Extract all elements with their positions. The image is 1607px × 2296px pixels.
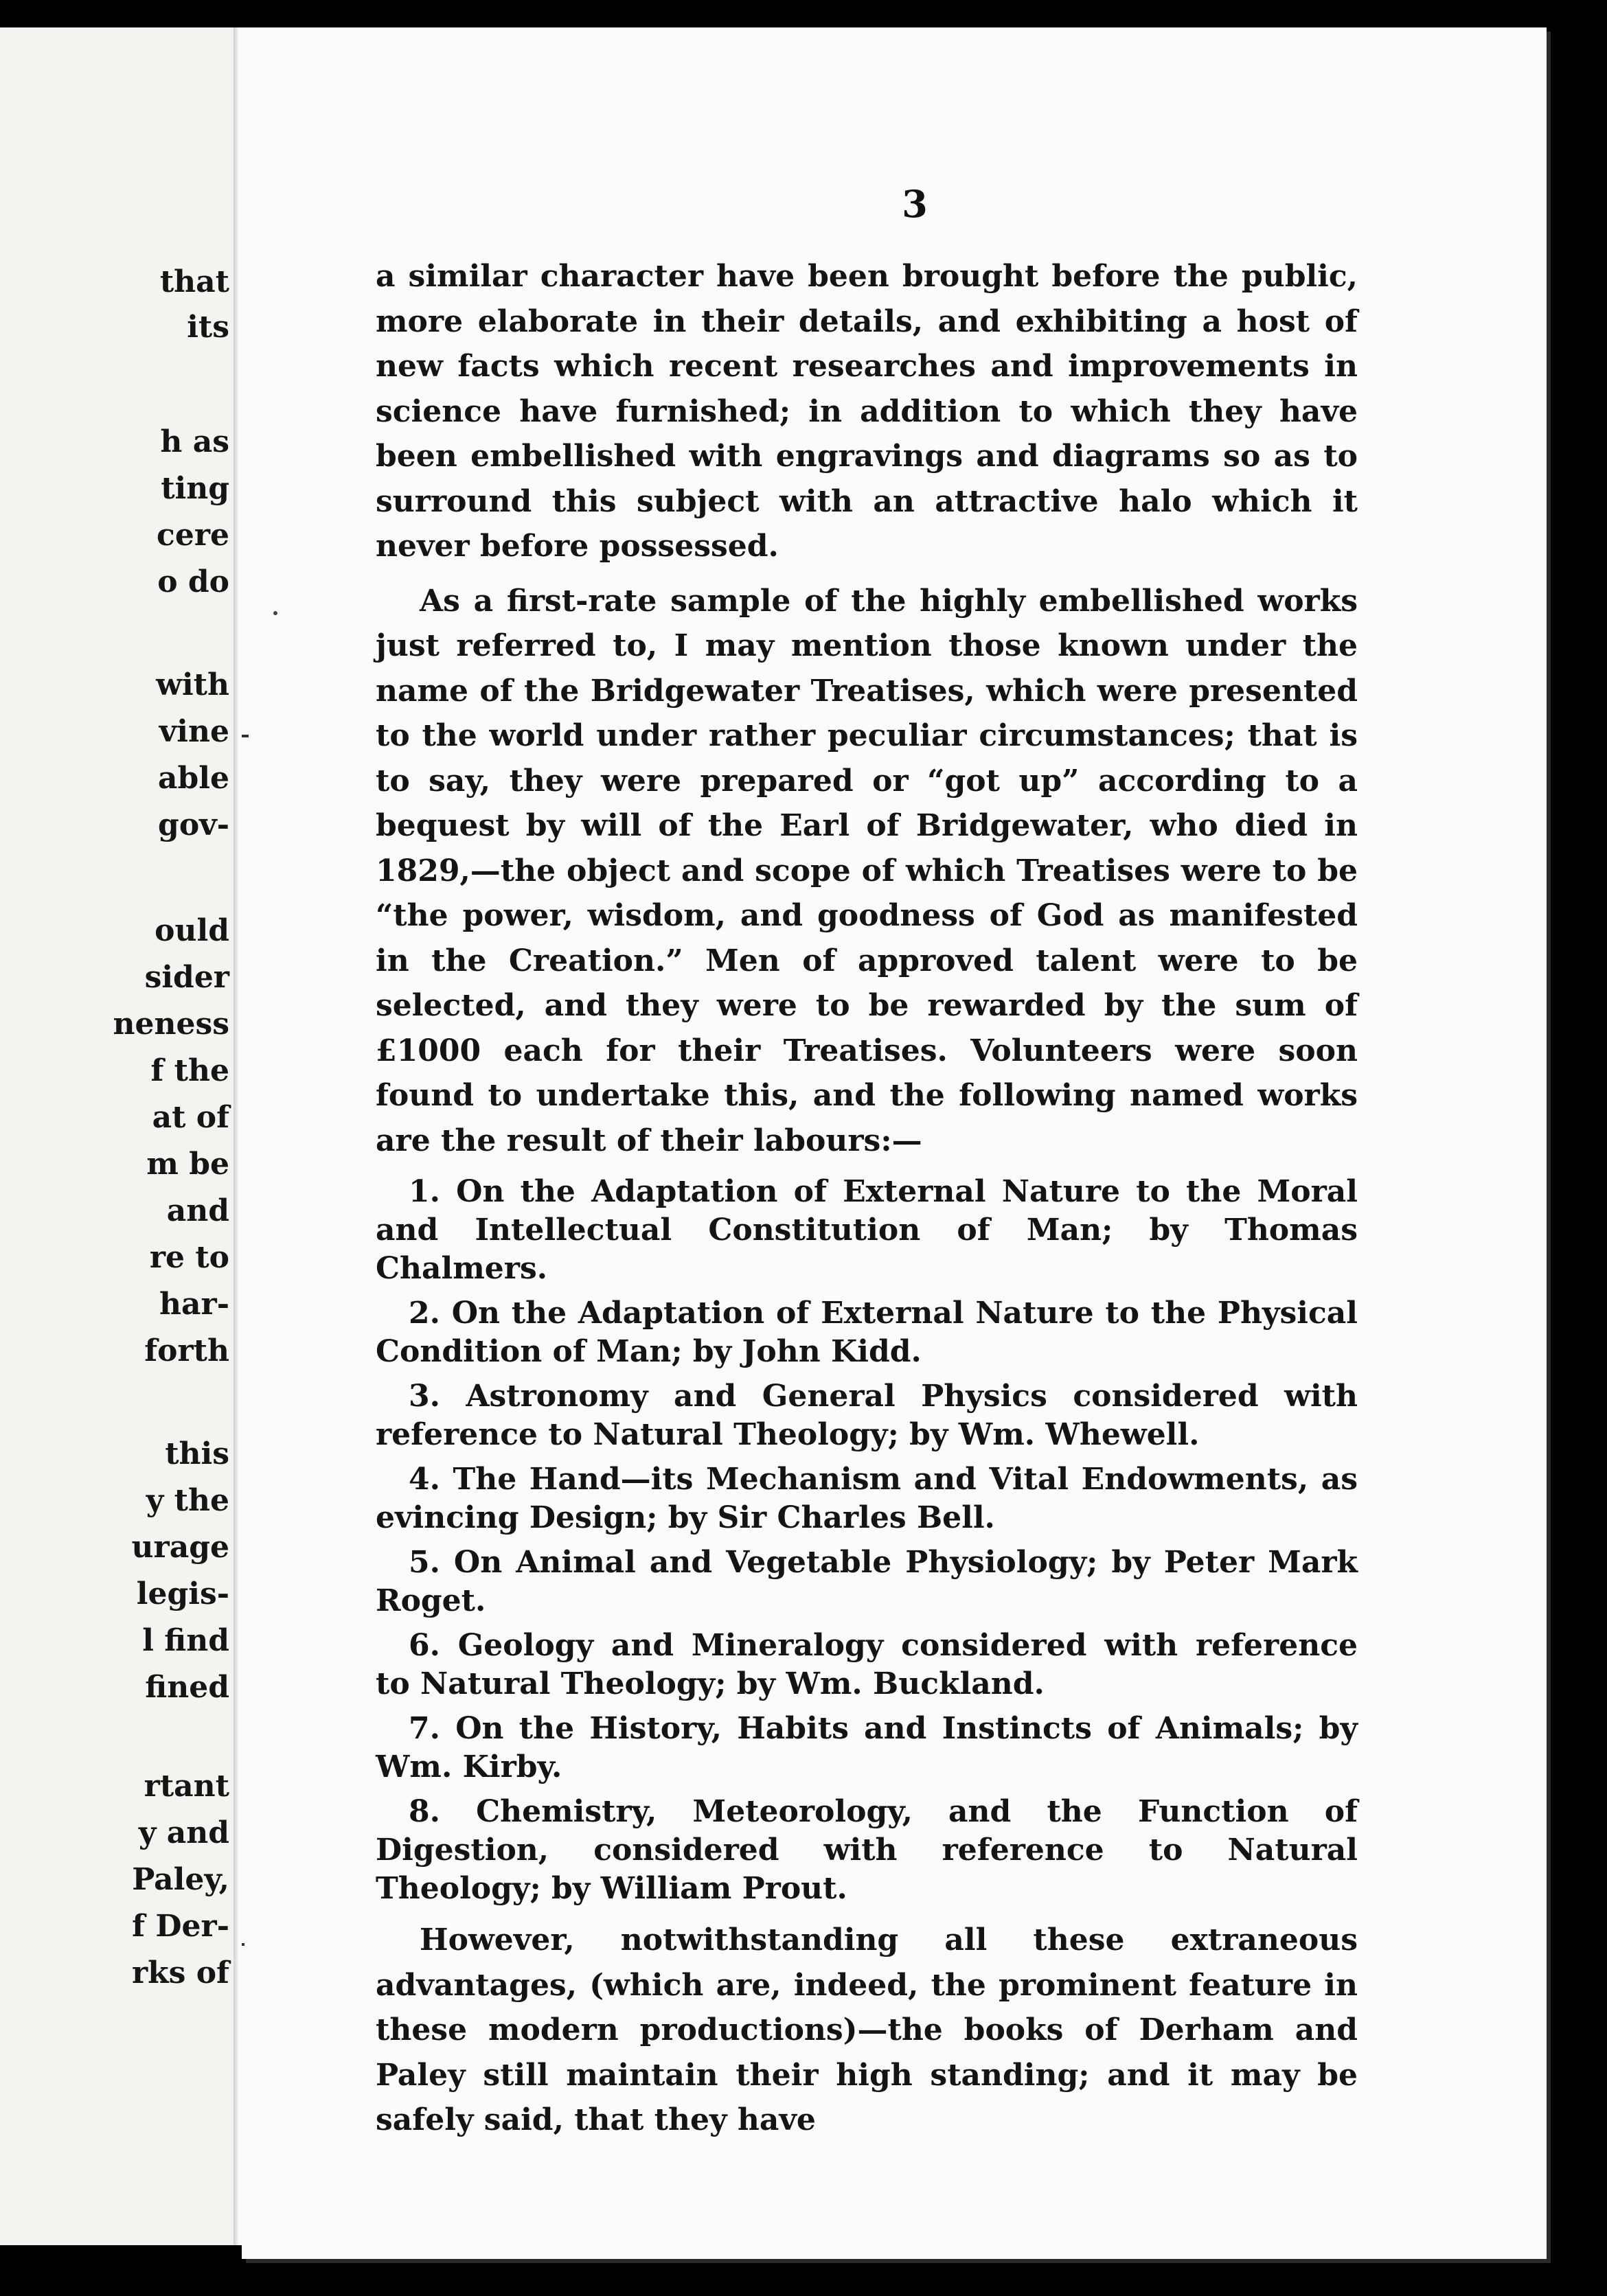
paragraph: a similar character have been brought before the public, more elaborate in their details, and exhibiting a host of new facts which recent researches and improvements in science have furnished; in addition to which they have been embellished with engravings and diagrams so as to surround this subject with an attractive halo which it never before possessed. <box>376 259 1358 564</box>
left-fragment: vine <box>159 714 229 749</box>
left-fragment: gov- <box>158 807 229 842</box>
list-item: 6. Geology and Mineralogy considered with reference to Natural Theology; by Wm. Buckland. <box>376 1628 1358 1701</box>
left-fragment: rtant <box>144 1769 229 1804</box>
left-fragment: sider <box>144 960 229 995</box>
left-fragment: f the <box>150 1053 229 1088</box>
body-text <box>376 254 1358 2143</box>
left-fragment: with <box>156 667 229 702</box>
left-fragment: f Der- <box>132 1909 229 1944</box>
left-fragment: y the <box>146 1483 229 1518</box>
left-fragment: h as <box>160 424 229 459</box>
left-fragment: neness <box>113 1007 229 1042</box>
list-item: 3. Astronomy and General Physics considered with reference to Natural Theology; by Wm. Whewell. <box>376 1379 1358 1452</box>
left-fragment: that <box>159 264 229 299</box>
paragraph: As a first-rate sample of the highly embellished works just referred to, I may mention those known under the name of the Bridgewater Treatises, which were presented to the world under rather peculiar circumstances; that is to say, they were prepared or “got up” according to a bequest by will of the Earl of Bridgewater, who died in 1829,—the object and scope of which Treatises were to be “the power, wisdom, and goodness of God as manifested in the Creation.” Men of approved talent were to be selected, and they were to be rewarded by the sum of £1000 each for their Treatises. Volunteers were soon found to undertake this, and the following named works are the result of their labours:— <box>376 583 1358 1158</box>
left-fragment: rks of <box>131 1955 229 1990</box>
left-fragment: forth <box>144 1333 229 1368</box>
left-fragment: ould <box>155 913 229 948</box>
treatise-list <box>376 1173 1358 1908</box>
paragraph: However, notwithstanding all these extraneous advantages, (which are, indeed, the prominent feature in these modern productions)—the books of Derham and Paley still maintain their high standing; and it may be safely said, that they have <box>376 1922 1358 2137</box>
list-item: 2. On the Adaptation of External Nature to the Physical Condition of Man; by John Kidd. <box>376 1296 1358 1369</box>
left-fragment: at of <box>152 1100 229 1135</box>
left-fragment: ting <box>161 471 229 506</box>
left-fragment: re to <box>149 1240 229 1275</box>
left-fragment: legis- <box>136 1576 229 1611</box>
left-fragment: urage <box>131 1530 229 1565</box>
list-item: 7. On the History, Habits and Instincts of Animals; by Wm. Kirby. <box>376 1711 1358 1784</box>
list-item: 8. Chemistry, Meteorology, and the Function of Digestion, considered with reference to Natural Theology; by William Prout. <box>376 1794 1358 1906</box>
left-fragment: fined <box>145 1670 229 1705</box>
left-fragment: y and <box>138 1815 229 1850</box>
left-fragment: l find <box>142 1623 229 1658</box>
list-item: 4. The Hand—its Mechanism and Vital Endowments, as evincing Design; by Sir Charles Bell. <box>376 1462 1358 1535</box>
left-fragment: this <box>165 1436 229 1471</box>
page-number: 3 <box>902 182 928 226</box>
left-fragment: able <box>158 761 229 796</box>
list-item: 1. On the Adaptation of External Nature to the Moral and Intellectual Constitution of Man; by Thomas Chalmers. <box>376 1174 1358 1286</box>
left-fragment: cere <box>157 518 229 553</box>
left-fragment: m be <box>146 1147 229 1182</box>
left-fragment: its <box>187 310 229 345</box>
left-fragment: o do <box>157 564 229 599</box>
main-page <box>242 27 1547 2259</box>
binding-mark <box>242 1943 244 1946</box>
list-item: 5. On Animal and Vegetable Physiology; by Peter Mark Roget. <box>376 1545 1358 1618</box>
speck <box>273 611 277 615</box>
binding-mark <box>242 735 249 737</box>
left-facing-page <box>0 27 233 2245</box>
left-fragment: Paley, <box>132 1862 229 1897</box>
left-fragment: and <box>166 1193 229 1228</box>
left-fragment: har- <box>159 1287 229 1322</box>
